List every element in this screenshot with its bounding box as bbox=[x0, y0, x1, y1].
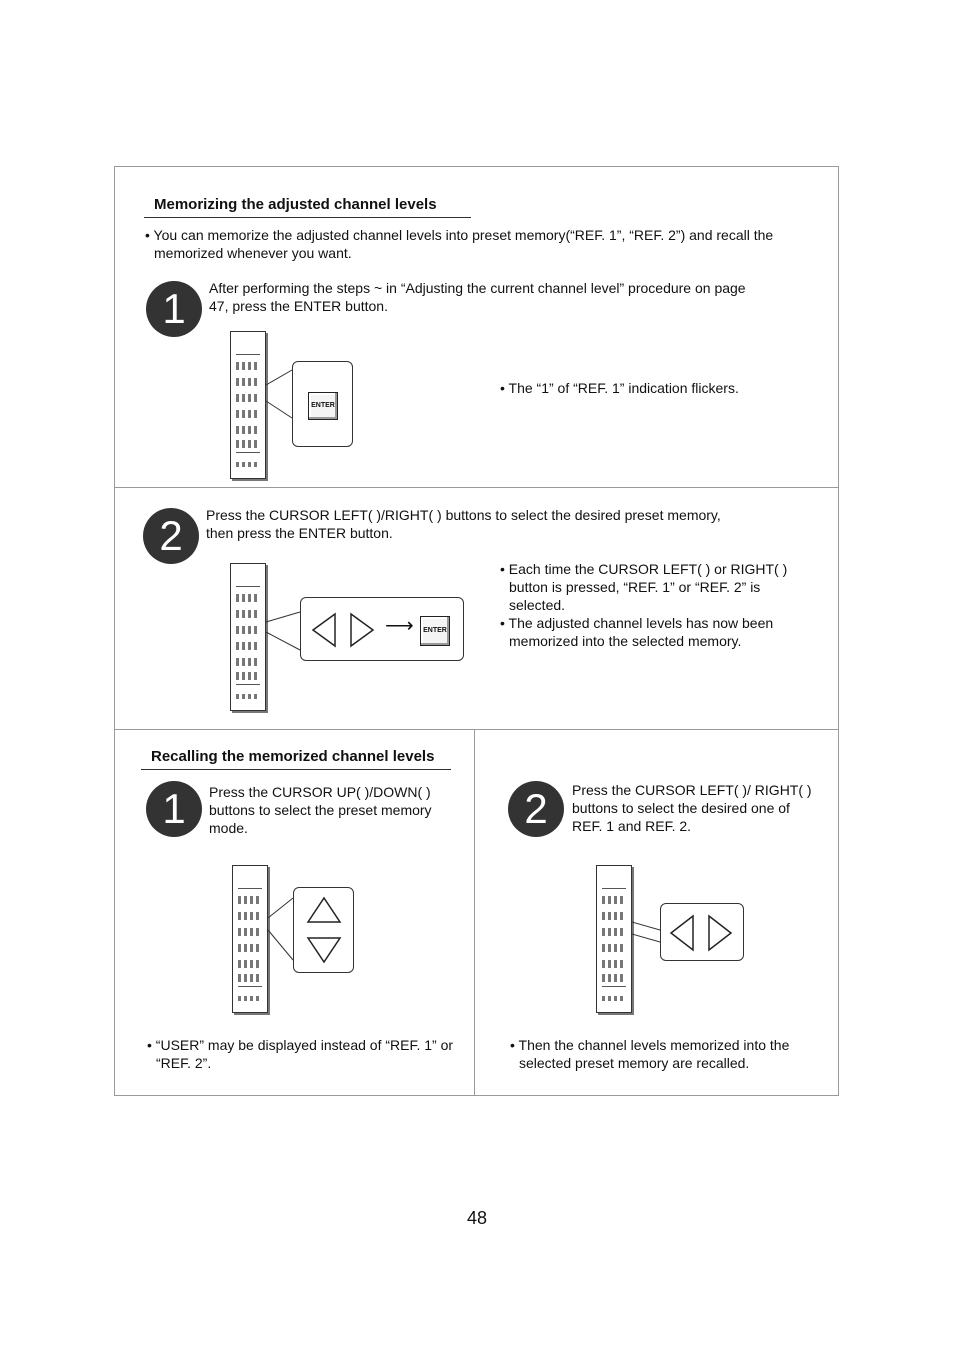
section-heading: Recalling the memorized channel levels bbox=[141, 748, 451, 770]
note-item: • The adjusted channel levels has now been memorized into the selected memory. bbox=[500, 615, 774, 649]
instruction-line: Press the CURSOR LEFT( )/RIGHT( ) buttons to select the desired preset memory, bbox=[206, 507, 721, 523]
intro-line: memorized whenever you want. bbox=[154, 245, 352, 261]
instruction-line: then press the ENTER button. bbox=[206, 525, 393, 541]
page-number: 48 bbox=[466, 1208, 488, 1228]
step-number-badge: 2 bbox=[143, 508, 199, 564]
step-number-badge: 1 bbox=[146, 781, 202, 837]
step-note: • Then the channel levels memorized into the selected preset memory are recalled. bbox=[510, 1037, 790, 1071]
section-heading: Memorizing the adjusted channel levels bbox=[144, 196, 471, 218]
arrow-icon: ⟶ bbox=[385, 615, 414, 637]
instruction-line: 47, press the ENTER button. bbox=[209, 298, 388, 314]
cursor-right-icon bbox=[709, 916, 731, 950]
step-note: • “USER” may be displayed instead of “REF. 1” or “REF. 2”. bbox=[147, 1037, 454, 1071]
step-instruction: Press the CURSOR UP( )/DOWN( ) buttons to select the preset memory mode. bbox=[209, 784, 432, 836]
enter-button[interactable]: ENTER bbox=[308, 392, 338, 420]
cursor-left-icon bbox=[671, 916, 693, 950]
button-callout bbox=[660, 903, 744, 961]
enter-button[interactable]: ENTER bbox=[420, 616, 450, 646]
step-note: • The “1” of “REF. 1” indication flickers. bbox=[500, 380, 739, 396]
cursor-left-right-icons bbox=[669, 914, 739, 952]
step-number-badge: 1 bbox=[146, 281, 202, 337]
instruction-line: After performing the steps ~ in “Adjusting the current channel level” procedure on page bbox=[209, 280, 746, 296]
step-number-badge: 2 bbox=[508, 781, 564, 837]
note-item: • Each time the CURSOR LEFT( ) or RIGHT( ) button is pressed, “REF. 1” or “REF. 2” is selected. bbox=[500, 561, 788, 613]
intro-line: • You can memorize the adjusted channel levels into preset memory(“REF. 1”, “REF. 2”) and recall the bbox=[145, 227, 774, 243]
step-instruction: Press the CURSOR LEFT( )/ RIGHT( ) buttons to select the desired one of REF. 1 and REF. 2. bbox=[572, 782, 812, 834]
